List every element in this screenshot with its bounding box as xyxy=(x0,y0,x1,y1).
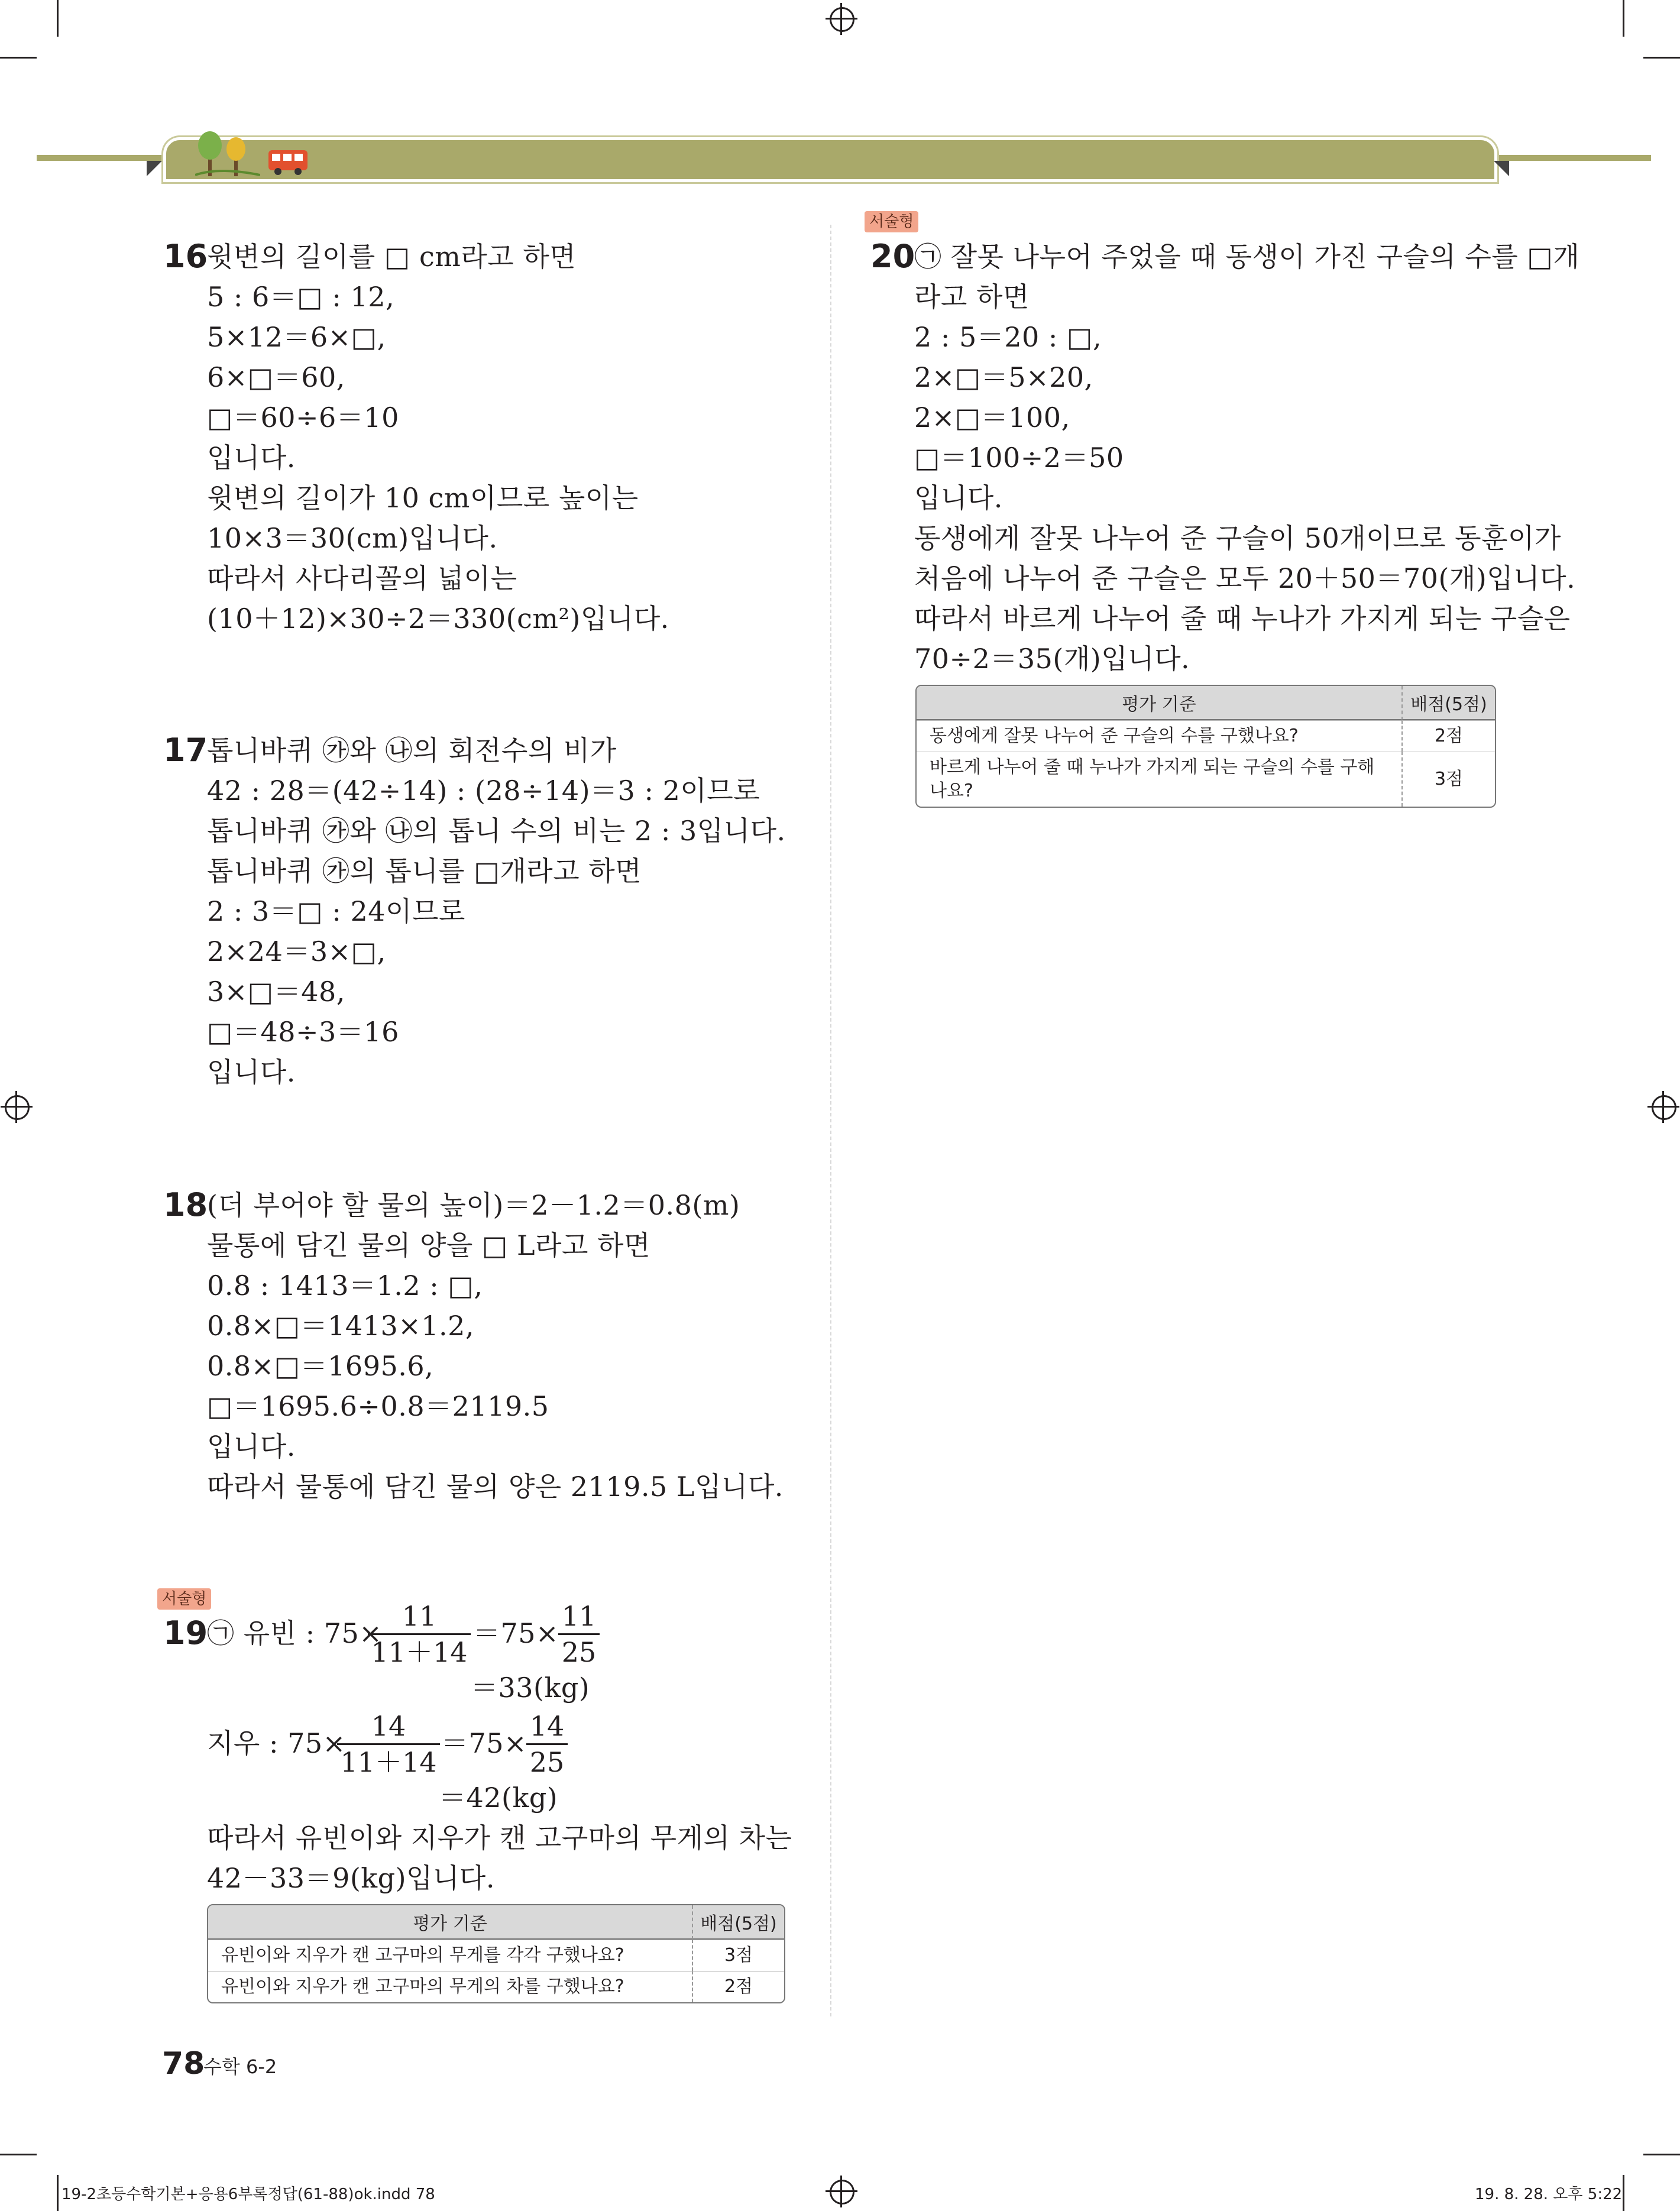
problem-number: 18 xyxy=(163,1186,208,1223)
fraction-numerator: 11 xyxy=(402,1600,437,1632)
answer-line: 42 : 28＝(42÷14) : (28÷14)＝3 : 2이므로 xyxy=(207,775,760,807)
rubric-criteria: 유빈이와 지우가 캔 고구마의 무게를 각각 구했나요? xyxy=(208,1940,692,1971)
answer-line: 따라서 사다리꼴의 넓이는 xyxy=(207,562,517,594)
answer-line: □＝100÷2＝50 xyxy=(914,442,1124,474)
crop-mark xyxy=(0,2154,37,2155)
fraction-denominator: 11＋14 xyxy=(371,1636,468,1668)
rubric-row xyxy=(208,1940,784,1971)
crop-mark xyxy=(1623,0,1624,37)
crop-mark xyxy=(57,2175,59,2211)
answer-line: □＝48÷3＝16 xyxy=(207,1016,399,1048)
rubric-header-criteria: 평가 기준 xyxy=(208,1905,692,1940)
rubric-row xyxy=(208,1971,784,2002)
fraction-denominator: 25 xyxy=(529,1746,565,1778)
fraction xyxy=(558,1599,600,1669)
header-tab xyxy=(163,137,1497,182)
answer-line: 6×□＝60, xyxy=(207,361,345,393)
fraction-denominator: 11＋14 xyxy=(340,1746,437,1778)
answer-line: 입니다. xyxy=(914,482,1003,514)
answer-line: (10＋12)×30÷2＝330(cm²)입니다. xyxy=(207,603,669,635)
answer-line: 동생에게 잘못 나누어 준 구슬이 50개이므로 동훈이가 xyxy=(914,522,1561,554)
problem-number: 16 xyxy=(163,238,208,275)
band-arrow-right xyxy=(1494,161,1509,176)
print-slug-timestamp: 19. 8. 28. 오후 5:22 xyxy=(1475,2186,1623,2203)
answer-line: 5×12＝6×□, xyxy=(207,321,386,353)
registration-mark-icon xyxy=(5,1095,30,1120)
answer-line: 톱니바퀴 ㉮와 ㉯의 톱니 수의 비는 2 : 3입니다. xyxy=(207,815,786,847)
fraction xyxy=(368,1599,471,1669)
problem-number: 20 xyxy=(870,238,915,275)
crop-mark xyxy=(1623,2175,1624,2211)
fraction-numerator: 14 xyxy=(371,1710,406,1742)
bus-icon xyxy=(267,148,310,176)
answer-line: 윗변의 길이가 10 cm이므로 높이는 xyxy=(207,482,639,514)
rubric-header-row xyxy=(208,1905,784,1940)
answer-line: 0.8×□＝1695.6, xyxy=(207,1350,434,1382)
rubric-score: 3점 xyxy=(692,1940,784,1971)
equation-result: ＝42(kg) xyxy=(439,1782,558,1814)
answer-line: 5 : 6＝□ : 12, xyxy=(207,281,395,313)
crop-mark xyxy=(1643,57,1680,59)
rubric-header-score: 배점(5점) xyxy=(1401,686,1495,720)
column-divider xyxy=(830,225,831,2016)
answer-line: 70÷2＝35(개)입니다. xyxy=(914,643,1190,675)
problem-number: 17 xyxy=(163,731,208,769)
answer-line: (더 부어야 할 물의 높이)＝2－1.2＝0.8(m) xyxy=(207,1189,740,1221)
answer-line: 입니다. xyxy=(207,442,296,474)
problem-number: 19 xyxy=(163,1614,208,1652)
answer-line: 2 : 5＝20 : □, xyxy=(914,321,1102,353)
answer-line: 따라서 물통에 담긴 물의 양은 2119.5 L입니다. xyxy=(207,1471,784,1503)
rubric-header-criteria: 평가 기준 xyxy=(917,686,1401,720)
registration-mark-icon xyxy=(830,2180,854,2204)
rubric-score: 3점 xyxy=(1401,752,1495,807)
answer-line: 윗변의 길이를 □ cm라고 하면 xyxy=(207,241,577,273)
crop-mark xyxy=(1643,2154,1680,2155)
answer-line: 2×□＝100, xyxy=(914,402,1070,433)
rubric-criteria: 동생에게 잘못 나누어 준 구슬의 수를 구했나요? xyxy=(917,720,1401,752)
rubric-row xyxy=(917,720,1495,752)
answer-line: 42－33＝9(kg)입니다. xyxy=(207,1862,495,1894)
rubric-score: 2점 xyxy=(692,1971,784,2002)
book-subject: 수학 6-2 xyxy=(203,2055,277,2078)
answer-line: 따라서 바르게 나누어 줄 때 누나가 가지게 되는 구슬은 xyxy=(914,603,1571,635)
rubric-criteria: 바르게 나누어 줄 때 누나가 가지게 되는 구슬의 수를 구해 나요? xyxy=(917,752,1401,807)
rubric-score: 2점 xyxy=(1401,720,1495,752)
answer-line: □＝1695.6÷0.8＝2119.5 xyxy=(207,1390,549,1422)
rubric-table xyxy=(915,685,1496,808)
answer-line: 0.8 : 1413＝1.2 : □, xyxy=(207,1270,483,1302)
registration-mark-icon xyxy=(1652,1095,1676,1120)
answer-line: 따라서 유빈이와 지우가 캔 고구마의 무게의 차는 xyxy=(207,1822,792,1854)
tree-icon xyxy=(195,129,260,176)
answer-line: 2 : 3＝□ : 24이므로 xyxy=(207,895,465,927)
answer-line: ㉠ 잘못 나누어 주었을 때 동생이 가진 구슬의 수를 □개 xyxy=(914,241,1580,273)
equation-prefix: ㉠ 유빈 : 75× xyxy=(207,1617,383,1649)
descriptive-badge: 서술형 xyxy=(157,1588,211,1610)
answer-line: 입니다. xyxy=(207,1430,296,1462)
answer-line: 입니다. xyxy=(207,1056,296,1088)
answer-line: 3×□＝48, xyxy=(207,976,345,1008)
rubric-header-score: 배점(5점) xyxy=(692,1905,784,1940)
registration-mark-icon xyxy=(830,7,854,32)
equation-result: ＝33(kg) xyxy=(471,1672,590,1704)
crop-mark xyxy=(57,0,59,37)
answer-line: 처음에 나누어 준 구슬은 모두 20＋50＝70(개)입니다. xyxy=(914,562,1576,594)
crop-mark xyxy=(0,57,37,59)
equation-mid: ＝75× xyxy=(441,1727,527,1759)
answer-line: □＝60÷6＝10 xyxy=(207,402,399,433)
answer-line: 라고 하면 xyxy=(914,281,1030,313)
equation-prefix: 지우 : 75× xyxy=(207,1727,346,1759)
descriptive-badge: 서술형 xyxy=(865,211,918,232)
fraction-denominator: 25 xyxy=(561,1636,597,1668)
fraction xyxy=(337,1709,440,1779)
fraction xyxy=(526,1709,568,1779)
answer-line: 10×3＝30(cm)입니다. xyxy=(207,522,498,554)
fraction-numerator: 14 xyxy=(529,1710,565,1742)
answer-line: 물통에 담긴 물의 양을 □ L라고 하면 xyxy=(207,1229,650,1261)
answer-line: 톱니바퀴 ㉮와 ㉯의 회전수의 비가 xyxy=(207,734,617,766)
rubric-criteria: 유빈이와 지우가 캔 고구마의 무게의 차를 구했나요? xyxy=(208,1971,692,2002)
answer-line: 0.8×□＝1413×1.2, xyxy=(207,1310,475,1342)
print-slug-file: 19-2초등수학기본+응용6부록정답(61-88)ok.indd 78 xyxy=(61,2186,435,2203)
answer-line: 2×□＝5×20, xyxy=(914,361,1093,393)
answer-line: 톱니바퀴 ㉮의 톱니를 □개라고 하면 xyxy=(207,855,642,887)
rubric-header-row xyxy=(917,686,1495,720)
rubric-row xyxy=(917,752,1495,807)
fraction-numerator: 11 xyxy=(561,1600,597,1632)
rubric-table xyxy=(207,1904,785,2003)
answer-line: 2×24＝3×□, xyxy=(207,935,386,967)
page-number: 78 xyxy=(162,2046,205,2081)
band-arrow-left xyxy=(147,161,162,176)
equation-mid: ＝75× xyxy=(473,1617,559,1649)
